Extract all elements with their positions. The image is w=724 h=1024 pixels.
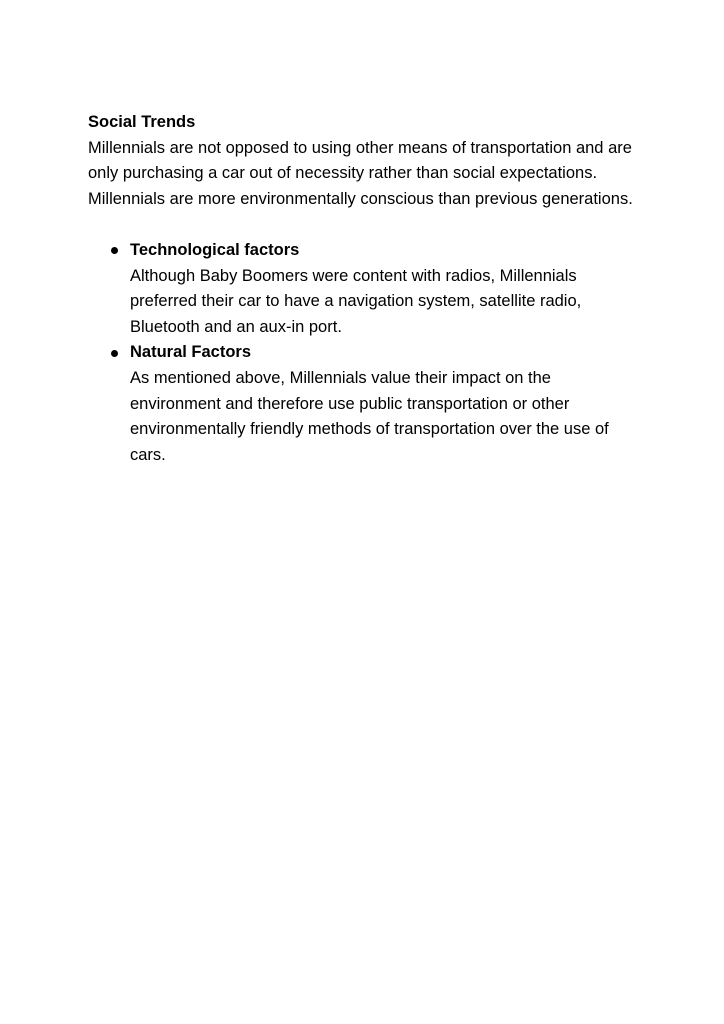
- list-item-technological-factors: [88, 238, 636, 340]
- bullet-item-title: Natural Factors: [130, 343, 252, 362]
- bullet-item-body: Although Baby Boomers were content with radios, Millennials preferred their car to have a navigation system, satellite radio, Bluetooth and an aux-in port.: [130, 266, 582, 336]
- paragraph-2: Millennials are more environmentally conscious than previous generations.: [88, 189, 633, 208]
- paragraph-1: Millennials are not opposed to using other means of transportation and are only purchasing a car out of necessity rather than social expectations.: [88, 138, 632, 183]
- bullet-list: [88, 238, 636, 468]
- section-heading: Social Trends: [88, 113, 196, 131]
- bullet-icon: [111, 247, 118, 254]
- blank-line: [88, 212, 636, 238]
- bullet-item-title: Technological factors: [130, 240, 300, 259]
- list-item-natural-factors: [88, 340, 636, 468]
- bullet-icon: [111, 350, 118, 357]
- document-content: [88, 110, 636, 468]
- bullet-item-body: As mentioned above, Millennials value their impact on the environment and therefore use public transportation or other environmentally friendly methods of transportation over the use of cars.: [130, 368, 609, 464]
